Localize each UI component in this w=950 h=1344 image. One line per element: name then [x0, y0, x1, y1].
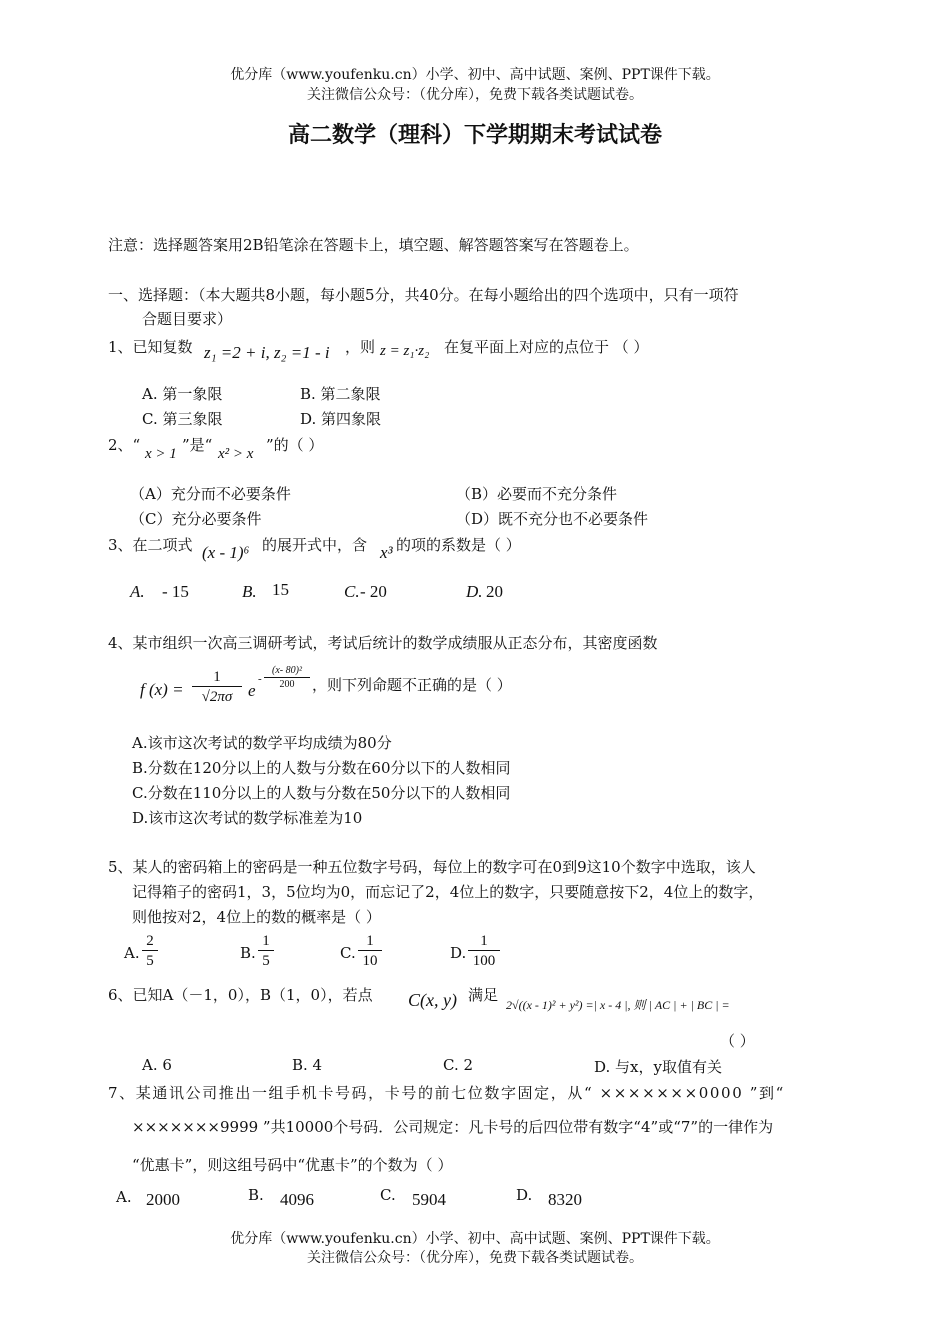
- q2-option-a: （A）充分而不必要条件: [130, 485, 291, 503]
- q4-option-a: A.该市这次考试的数学平均成绩为80分: [132, 734, 392, 752]
- q3-option-b-value: 15: [272, 580, 289, 599]
- q4-exp-denominator: 200: [279, 679, 295, 690]
- q4-fraction-denominator: √2πσ: [201, 689, 233, 705]
- q4-stem: 4、某市组织一次高三调研考试，考试后统计的数学成绩服从正态分布，其密度函数: [108, 634, 658, 652]
- q2-option-c: （C）充分必要条件: [130, 510, 262, 528]
- q4-formula-e: e: [248, 681, 256, 700]
- section-heading: 一、选择题：（本大题共8小题，每小题5分，共40分。在每小题给出的四个选项中，只有一项符: [108, 286, 739, 304]
- q1-suffix: 在复平面上对应的点位于 （ ）: [444, 338, 649, 356]
- q1-prefix: 1、已知复数: [108, 338, 193, 356]
- q2-option-d: （D）既不充分也不必要条件: [456, 510, 649, 528]
- q7-option-c-value: 5904: [412, 1190, 446, 1209]
- q3-mid: 的展开式中，含: [262, 536, 368, 554]
- q5-option-d-fraction: [468, 932, 500, 971]
- q2-prefix: 2、“: [108, 436, 141, 454]
- q7-option-b-label: B.: [248, 1186, 264, 1204]
- q3-option-d-value: 20: [486, 582, 503, 601]
- q5-option-b-label: B.: [240, 944, 256, 962]
- q1-option-c: C. 第三象限: [142, 410, 223, 428]
- q4-formula-lhs: f (x) =: [140, 680, 184, 699]
- q2-mid: ”是“: [182, 436, 213, 454]
- q5-option-c-den: 10: [362, 953, 378, 969]
- q1-formula-1: z₁ =2 + i, z₂ =1 - i: [204, 343, 330, 362]
- section-heading-cont: 合题目要求）: [142, 310, 233, 328]
- q3-option-c-value: - 20: [360, 582, 387, 601]
- q4-fraction-numerator: 1: [192, 668, 242, 687]
- q3-option-a-label: A.: [130, 582, 145, 601]
- q2-suffix: ”的（ ）: [266, 436, 324, 454]
- q6-option-c: C. 2: [443, 1056, 474, 1074]
- q7-option-d-label: D.: [516, 1186, 533, 1204]
- q5-option-a-fraction: [142, 932, 158, 971]
- q6-formula-2: 2√((x - 1)² + y²) =| x - 4 |, 则 | AC | + | BC | =: [506, 998, 730, 1012]
- q5-option-c-label: C.: [340, 944, 356, 962]
- q3-option-b-label: B.: [242, 582, 257, 601]
- q5-option-c-num: 1: [358, 932, 382, 951]
- q1-option-b: B. 第二象限: [300, 385, 381, 403]
- q7-option-a-value: 2000: [146, 1190, 180, 1209]
- q3-prefix: 3、在二项式: [108, 536, 193, 554]
- q5-option-a-num: 2: [142, 932, 158, 951]
- q4-exp-numerator: (x- 80)²: [264, 664, 310, 678]
- q4-option-d: D.该市这次考试的数学标准差为10: [132, 809, 363, 827]
- q6-prefix: 6、已知A（－1，0），B（1，0），若点: [108, 986, 373, 1004]
- q7-line-3: “优惠卡”，则这组号码中“优惠卡”的个数为（ ）: [132, 1156, 453, 1174]
- q4-exp-sign: -: [258, 673, 262, 685]
- q3-suffix: 的项的系数是（ ）: [396, 536, 521, 554]
- q5-option-d-num: 1: [468, 932, 500, 951]
- q7-option-c-label: C.: [380, 1186, 396, 1204]
- q2-formula-1: x > 1: [145, 446, 177, 462]
- q4-option-c: C.分数在110分以上的人数与分数在50分以下的人数相同: [132, 784, 511, 802]
- footer-line-1: 优分库（www.youfenku.cn）小学、初中、高中试题、案例、PPT课件下载。: [230, 1231, 720, 1247]
- footer-line-2: 关注微信公众号：（优分库），免费下载各类试题试卷。: [307, 1250, 643, 1266]
- q5-line-1: 5、某人的密码箱上的密码是一种五位数字号码，每位上的数字可在0到9这10个数字中选取，该人: [108, 858, 756, 876]
- q1-mid: ，则: [345, 338, 376, 356]
- q5-option-b-den: 5: [262, 953, 270, 969]
- q2-option-b: （B）必要而不充分条件: [456, 485, 618, 503]
- q4-option-b: B.分数在120分以上的人数与分数在60分以下的人数相同: [132, 759, 511, 777]
- q5-option-a-label: A.: [124, 944, 140, 962]
- q3-formula-2: x³: [380, 543, 393, 562]
- q3-option-c-label: C.: [344, 582, 360, 601]
- q5-line-2: 记得箱子的密码1，3，5位均为0，而忘记了2，4位上的数字，只要随意按下2，4位上的数字，: [132, 883, 764, 901]
- header-line-1: 优分库（www.youfenku.cn）小学、初中、高中试题、案例、PPT课件下载。: [230, 67, 720, 83]
- q5-option-d-den: 100: [472, 953, 496, 969]
- q3-option-d-label: D.: [466, 582, 483, 601]
- q6-formula-1: C(x, y): [408, 990, 457, 1010]
- q1-option-a: A. 第一象限: [142, 385, 223, 403]
- q2-formula-2: x² > x: [218, 446, 254, 462]
- q5-option-a-den: 5: [146, 953, 154, 969]
- q6-mid: 满足: [468, 986, 499, 1004]
- q7-option-d-value: 8320: [548, 1190, 582, 1209]
- q5-option-b-num: 1: [258, 932, 274, 951]
- q4-exponent-fraction: [264, 664, 310, 691]
- q5-option-d-label: D.: [450, 944, 467, 962]
- q5-option-c-fraction: [358, 932, 382, 971]
- q5-line-3: 则他按对2，4位上的数的概率是（ ）: [132, 908, 381, 926]
- q4-density-fraction: [192, 668, 242, 707]
- q6-bracket: （ ）: [720, 1032, 755, 1050]
- header-line-2: 关注微信公众号：（优分库），免费下载各类试题试卷。: [307, 87, 643, 103]
- q6-option-d: D. 与x，y取值有关: [594, 1058, 722, 1076]
- q3-formula-1: (x - 1)⁶: [202, 543, 250, 562]
- q7-option-b-value: 4096: [280, 1190, 314, 1209]
- q3-option-a-value: - 15: [162, 582, 189, 601]
- q7-option-a-label: A.: [116, 1188, 132, 1206]
- q4-suffix: ，则下列命题不正确的是（ ）: [312, 676, 512, 694]
- q1-formula-2: z = z₁·z₂: [380, 343, 430, 359]
- q7-line-1: 7、某通讯公司推出一组手机卡号码，卡号的前七位数字固定，从“ ×××××××0000 ”到“: [108, 1084, 785, 1102]
- q1-option-d: D. 第四象限: [300, 410, 382, 428]
- notice: 注意：选择题答案用2B铅笔涂在答题卡上，填空题、解答题答案写在答题卷上。: [108, 236, 639, 254]
- q6-option-a: A. 6: [142, 1056, 172, 1074]
- page-title: 高二数学（理科）下学期期末考试试卷: [287, 123, 662, 148]
- q6-option-b: B. 4: [292, 1056, 323, 1074]
- q5-option-b-fraction: [258, 932, 274, 971]
- q7-line-2: ×××××××9999 ”共10000个号码．公司规定：凡卡号的后四位带有数字“4”或“7”的一律作为: [132, 1118, 774, 1136]
